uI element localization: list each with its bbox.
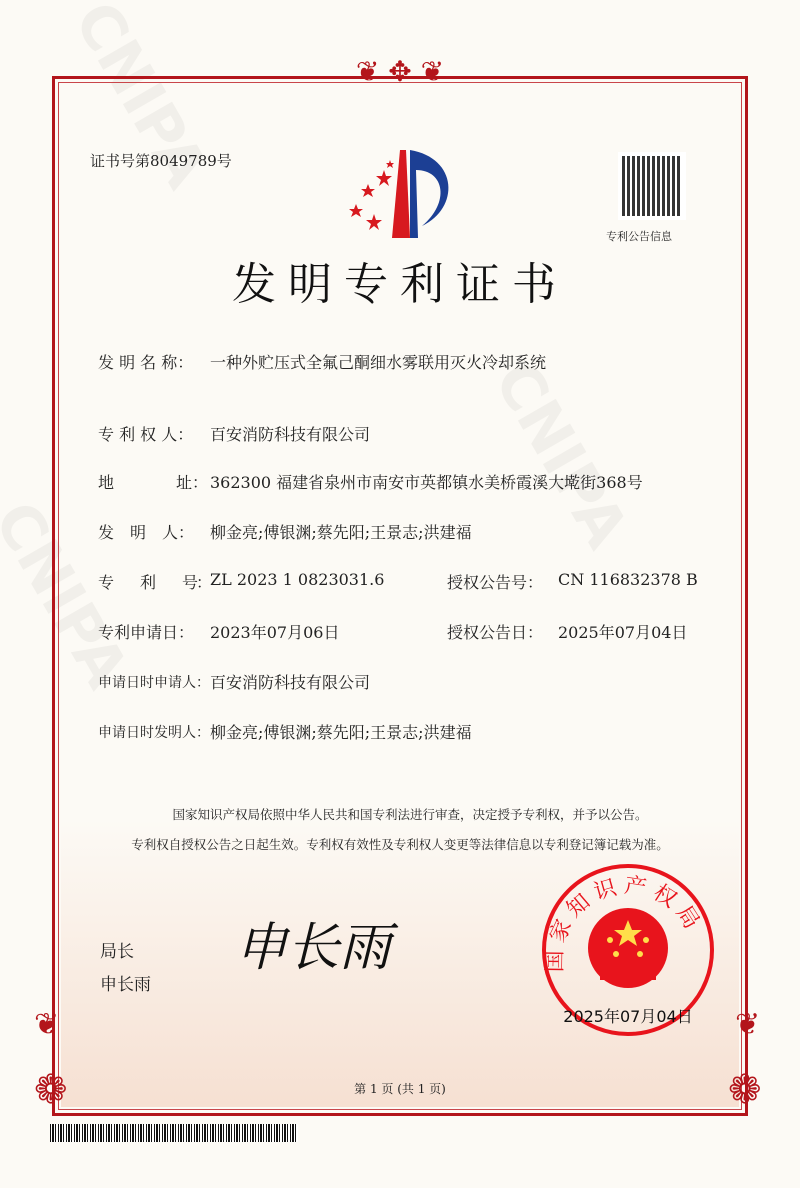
patent-number-label: 专 利 号： [98,573,211,592]
inventors-label: 发 明 人： [98,523,195,542]
patentee-label: 专 利 权 人： [98,425,194,444]
director-title: 局长 [100,942,134,962]
page-indicator: 第 1 页 (共 1 页) [354,1082,446,1096]
invention-name-label: 发 明 名 称： [98,353,194,372]
page-title: 发明专利证书 [232,259,568,310]
seal-date: 2025年07月04日 [563,1007,693,1026]
grant-pub-number-label: 授权公告号： [447,573,544,592]
seal-text: 国家知识产权局 [542,873,708,973]
director-signature: 申长雨 [235,918,392,978]
grant-pub-date-label: 授权公告日： [447,623,544,642]
notice-line: 专利权自授权公告之日起生效。专利权有效性及专利权人变更等法律信息以专利登记簿记载为准。 [131,837,669,852]
corner-ornament-icon: ❁ [34,1067,68,1113]
address-label: 地 [98,473,115,492]
inventor-at-filing-label: 申请日时发明人： [98,725,210,741]
barcode [50,1124,298,1142]
certificate-number: 证书号第8049789号 [90,152,232,170]
qr-code[interactable] [618,152,686,220]
invention-name-value: 一种外贮压式全氟己酮细水雾联用灭火冷却系统 [210,353,547,372]
corner-ornament-icon: ❁ [728,1067,762,1113]
inventors-value: 柳金亮;傅银渊;蔡先阳;王景志;洪建福 [210,523,472,542]
corner-ornament-icon: ❦ [735,1007,761,1042]
corner-ornament-icon: ❦ [34,1007,60,1042]
qr-caption: 专利公告信息 [606,230,672,243]
director-name: 申长雨 [100,975,151,995]
cnipa-logo-icon [340,148,470,243]
patentee-value: 百安消防科技有限公司 [210,425,371,444]
address-value: 362300 福建省泉州市南安市英都镇水美桥霞溪大墘街368号 [210,473,643,492]
applicant-at-filing-label: 申请日时申请人： [98,675,210,691]
inventor-at-filing-value: 柳金亮;傅银渊;蔡先阳;王景志;洪建福 [210,723,472,742]
address-label-suffix: 址： [176,473,209,492]
applicant-at-filing-value: 百安消防科技有限公司 [210,673,371,692]
filing-date-value: 2023年07月06日 [210,623,340,642]
grant-pub-number-value: CN 116832378 B [558,570,698,589]
official-seal [538,862,718,1037]
patent-number-value: ZL 2023 1 0823031.6 [210,570,385,589]
grant-pub-date-value: 2025年07月04日 [558,623,688,642]
top-ornament-icon: ❦ ✥ ❦ [355,55,445,88]
notice-line: 国家知识产权局依照中华人民共和国专利法进行审查，决定授予专利权，并予以公告。 [172,807,648,822]
filing-date-label: 专利申请日： [98,623,195,642]
